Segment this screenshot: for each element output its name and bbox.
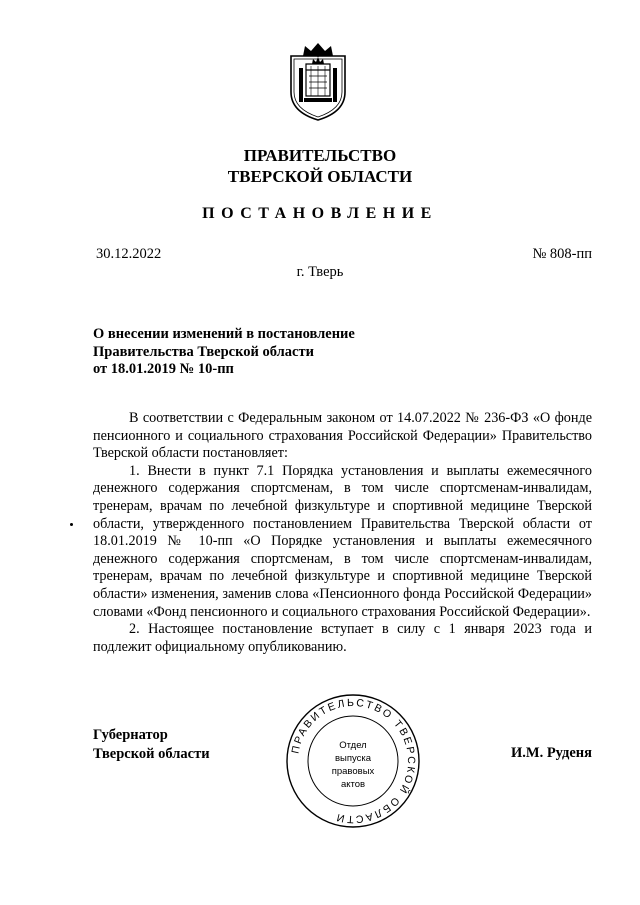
position-line-2: Тверской области [93,746,210,762]
stamp-ring-text: ПРАВИТЕЛЬСТВО ТВЕРСКОЙ ОБЛАСТИ [289,696,418,826]
document-subject [93,326,355,379]
stamp-inner-line-3: правовых [331,766,375,777]
signatory-position [93,726,210,764]
official-stamp [284,692,422,830]
subject-line-3: от 18.01.2019 № 10-пп [93,361,234,377]
document-number: № 808-пп [532,246,592,262]
org-line-2: ТВЕРСКОЙ ОБЛАСТИ [227,167,413,186]
document-city: г. Тверь [296,264,344,280]
body-intro-paragraph: В соответствии с Федеральным законом от 14.07.2022 № 236-ФЗ «О фонде пенсионного и социального страхования Российской Федерации» Правительство Тверской области постановляет: [93,410,592,462]
document-body [93,410,592,656]
stamp-inner-line-2: выпуска [334,753,372,764]
organization-name [0,145,640,187]
document-date: 30.12.2022 [96,246,162,262]
position-line-1: Губернатор [93,727,168,743]
body-item-2: 2. Настоящее постановление вступает в силу с 1 января 2023 года и подлежит официальному опубликованию. [93,621,592,655]
scan-dot [70,523,73,526]
coat-of-arms-emblem [287,42,349,122]
subject-line-2: Правительства Тверской области [93,343,314,360]
org-line-1: ПРАВИТЕЛЬСТВО [243,146,397,165]
subject-line-1: О внесении изменений в постановление [93,326,355,342]
signatory-name: И.М. Руденя [510,745,592,761]
document-type-title: ПОСТАНОВЛЕНИЕ [202,205,438,222]
body-item-1: 1. Внести в пункт 7.1 Порядка установления и выплаты ежемесячного денежного содержания спортсменам, в том числе спортсменам-инвалидам, тренерам, врачам по лечебной физкультуре и спортивной медицине Тверской области, утвержденного постановлением Правительства Тверской области от 18.01.2019 № 10-пп «О Порядке установления и выплаты ежемесячного денежного содержания спортсменам, в том числе спортсменам-инвалидам, тренерам, врачам по лечебной физкультуре и спортивной медицине Тверской области» изменения, заменив слова «Пенсионного фонда Российской Федерации» словами «Фонд пенсионного и социального страхования Российской Федерации». [93,462,592,620]
stamp-inner-line-4: актов [340,779,366,790]
stamp-inner-line-1: Отдел [339,740,367,751]
